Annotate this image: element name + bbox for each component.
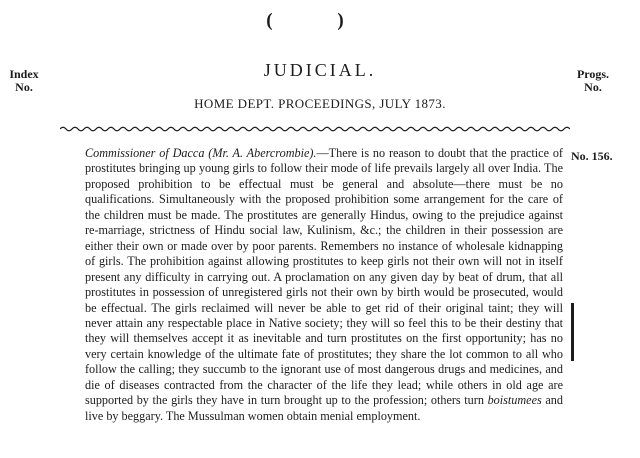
- testimony-text-part-1: —There is no reason to doubt that the practice of prostitutes bringing up young girls to follow their mode of life prevails largely all over India. The proposed prohibition to be effectual must be general and absolute—there must be no qualifications. Simultaneously with the proposed prohibition some arrangement for the care of the children must be made. The prostitutes are generally Hindus, owing to the prejudice against re-marriage, strictness of Hindu social law, Kulinism, &c.; the children in their possession are either their own or made over by poor parents. Remembers no instance of wholesale kidnapping of girls. The prohibition against allowing prostitutes to keep girls not their own will not in itself present any difficulty in carrying out. A proclamation on any given day by beat of drum, that all prostitutes in possession of unregistered girls not their own by birth would be prosecuted, would be effectual. The girls reclaimed will never be able to get rid of their original taint; they will never attain any respectable place in Native society; they will so feel this to be their destiny that they will themselves accept it as inevitable and turn prostitutes on the first opportunity; has no very certain knowledge of the ultimate fate of prostitutes; they share the lot common to all who follow the calling; they succumb to the ignorant use of most dangerous drugs and medicines, and die of diseases contracted from the character of the life they lead; while others in old age are supported by the girls they have in turn brought up to the profession; others turn: [85, 146, 563, 408]
- proceeding-number: No. 156.: [571, 149, 613, 163]
- progs-no-label: Progs. No.: [576, 67, 610, 94]
- testimony-paragraph: [85, 146, 563, 424]
- testimony-text-part-2: and live by beggary. The Mussulman women obtain menial employment.: [85, 393, 563, 423]
- wavy-divider: [60, 124, 570, 134]
- italic-term: boistumees: [487, 393, 542, 408]
- section-title: JUDICIAL.: [263, 60, 377, 80]
- speaker-lead: Commissioner of Dacca (Mr. A. Abercrombie).: [85, 146, 317, 160]
- margin-mark: [571, 303, 574, 361]
- index-no-label: Index No.: [9, 67, 39, 94]
- proceedings-subtitle: HOME DEPT. PROCEEDINGS, JULY 1873.: [194, 96, 446, 111]
- page-number-parens: ( ): [266, 10, 374, 31]
